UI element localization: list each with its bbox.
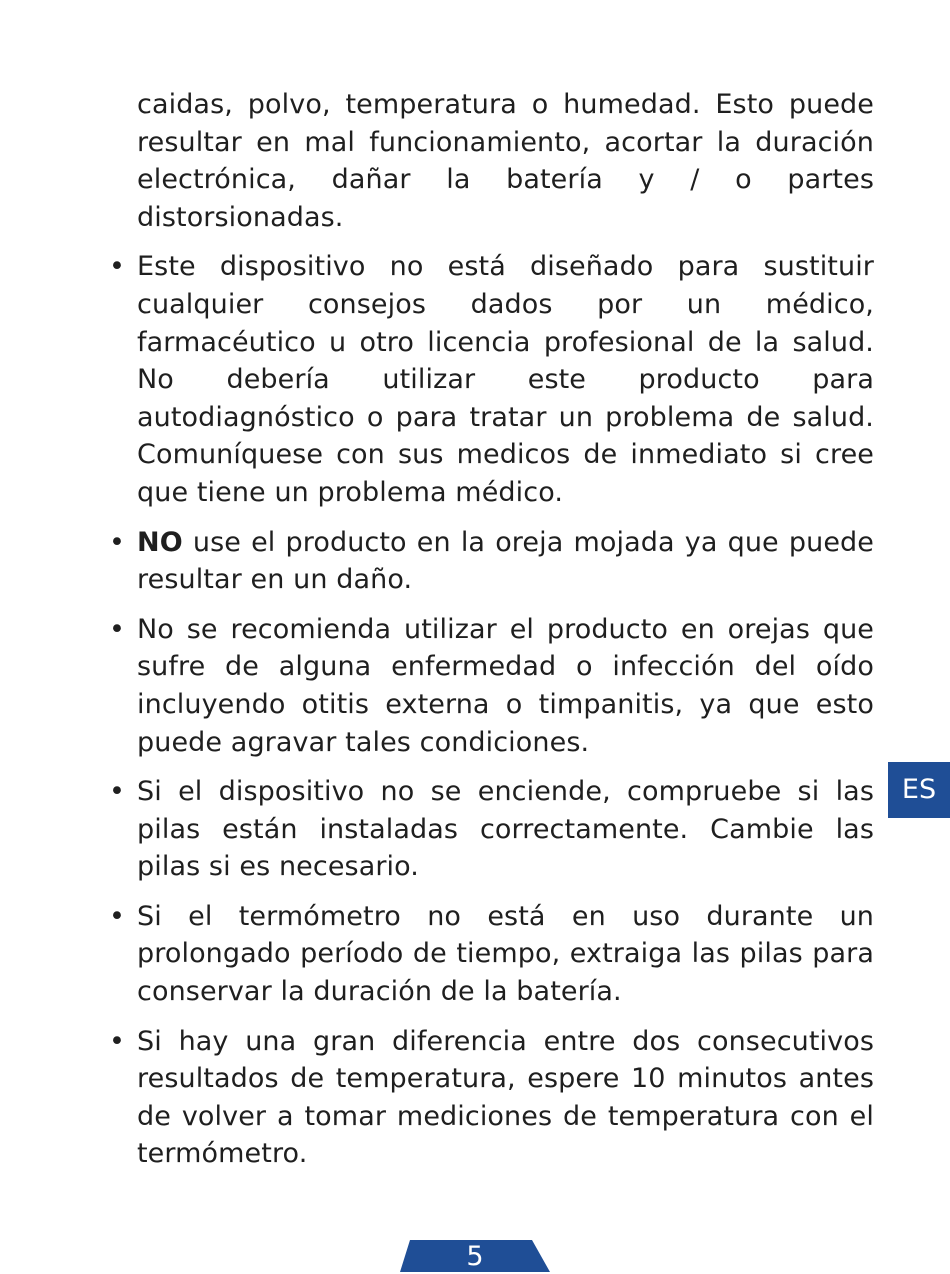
bullet-item-3 [109, 611, 874, 761]
bullet-bold-prefix: NO [137, 526, 183, 558]
bullet-marker: • [109, 776, 126, 808]
language-tab: ES [888, 762, 950, 818]
bullet-item-6 [109, 1023, 874, 1173]
bullet-text: No se recomienda utilizar el producto en orejas que sufre de alguna enfermedad o infección del oído incluyendo otitis externa o timpanitis, ya que esto puede agravar tales condiciones. [137, 613, 874, 758]
bullet-item-4 [109, 773, 874, 886]
bullet-item-5 [109, 898, 874, 1011]
bullet-marker: • [109, 251, 126, 283]
bullet-item-2 [109, 524, 874, 599]
bullet-marker: • [109, 1025, 126, 1057]
bullet-text: Si hay una gran diferencia entre dos consecutivos resultados de temperatura, espere 10 minutos antes de volver a tomar mediciones de temperatura con el termómetro. [137, 1025, 874, 1170]
bullet-marker: • [109, 526, 126, 558]
page-number: 5 [466, 1241, 484, 1272]
bullet-marker: • [109, 900, 126, 932]
bullet-item-1 [109, 248, 874, 511]
page-number-tab [400, 1240, 550, 1272]
document-body [109, 86, 874, 1185]
bullet-text: Si el dispositivo no se enciende, compruebe si las pilas están instaladas correctamente. Cambie las pilas si es necesario. [137, 776, 874, 883]
bullet-text: Si el termómetro no está en uso durante un prolongado período de tiempo, extraiga las pilas para conservar la duración de la batería. [137, 900, 874, 1008]
bullet-text: Este dispositivo no está diseñado para sustituir cualquier consejos dados por un médico, farmacéutico u otro licencia profesional de la salud. No debería utilizar este producto para autodiagnóstico o para tratar un problema de salud. Comuníquese con sus medicos de inmediato si cree que tiene un problema médico. [137, 251, 874, 508]
bullet-text: use el producto en la oreja mojada ya que puede resultar en un daño. [137, 526, 874, 596]
bullet-marker: • [109, 613, 126, 645]
intro-paragraph: caidas, polvo, temperatura o humedad. Esto puede resultar en mal funcionamiento, acortar la duración electrónica, dañar la batería y / o partes distorsionadas. [137, 89, 874, 233]
